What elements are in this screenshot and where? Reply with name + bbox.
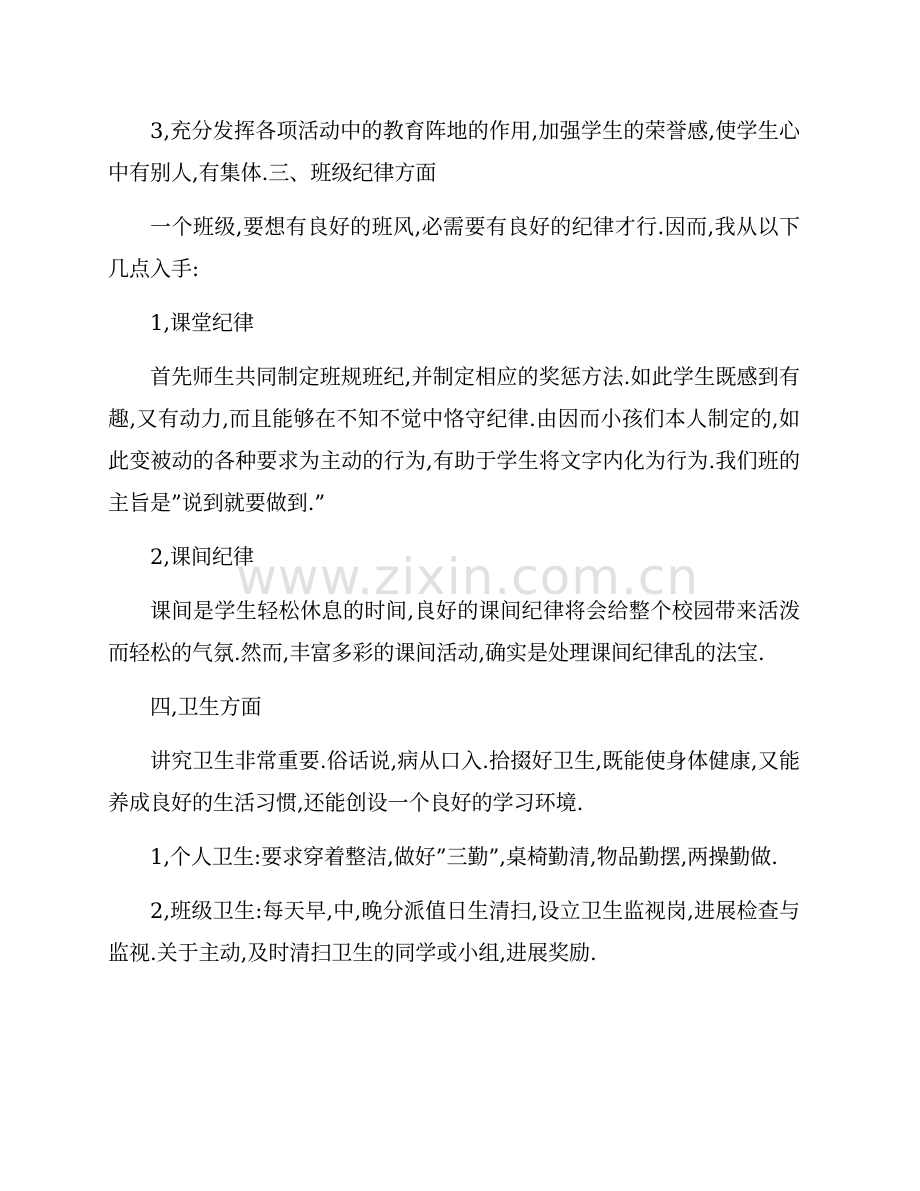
section-heading: 2,课间纪律 — [150, 545, 255, 569]
paragraph: 课间是学生轻松休息的时间,良好的课间纪律将会给整个校园带来活泼而轻松的气氛.然而,丰富多彩的课间活动,确实是处理课间纪律乱的法宝. — [108, 599, 800, 665]
paragraph: 一个班级,要想有良好的班风,必需要有良好的纪律才行.因而,我从以下几点入手: — [108, 215, 800, 281]
watermark: www.zixin.com.cn — [236, 548, 700, 606]
paragraph: 2,班级卫生:每天早,中,晚分派值日生清扫,设立卫生监视岗,进展检查与监视.关于主动,及时清扫卫生的同学或小组,进展奖励. — [108, 899, 800, 965]
document-body — [108, 110, 800, 986]
section-heading: 1,课堂纪律 — [150, 311, 255, 335]
paragraph: 首先师生共同制定班规班纪,并制定相应的奖惩方法.如此学生既感到有趣,又有动力,而且能够在不知不觉中恪守纪律.由因而小孩们本人制定的,如此变被动的各种要求为主动的行为,有助于学生将文字内化为行为.我们班的主旨是”说到就要做到.” — [108, 365, 800, 515]
section-heading: 四,卫生方面 — [150, 695, 262, 719]
paragraph: 1,个人卫生:要求穿着整洁,做好”三勤”,桌椅勤清,物品勤摆,两操勤做. — [150, 845, 778, 869]
paragraph: 讲究卫生非常重要.俗话说,病从口入.拾掇好卫生,既能使身体健康,又能养成良好的生活习惯,还能创设一个良好的学习环境. — [108, 749, 800, 815]
paragraph: 3,充分发挥各项活动中的教育阵地的作用,加强学生的荣誉感,使学生心中有别人,有集体.三、班级纪律方面 — [108, 119, 800, 185]
